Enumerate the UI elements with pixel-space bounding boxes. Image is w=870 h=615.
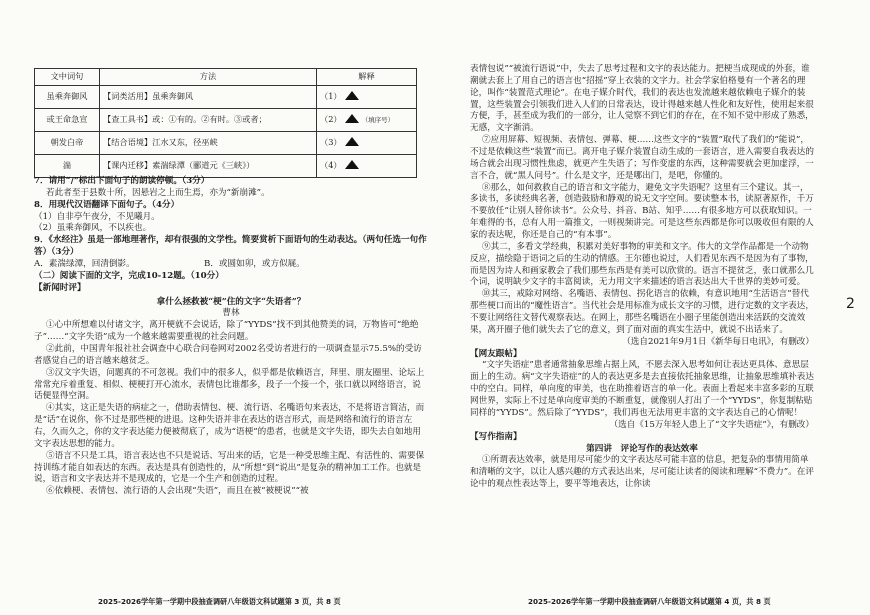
table-row [35,155,417,178]
row-method: 【课内迁移】素湍绿潭（郦道元《三峡》） [100,155,317,178]
header-method: 方法 [100,69,317,86]
netizen-comment: “文字失语症”患者通常抽象思维占据上风，不愿去深入思考如何让表达更具体、意思层面上的生动。病“文字失语症”的人的表达更多是去直接依托抽象思维，让抽象思维填补表达中的空白。同样，单向度的审美，也在助推着语言的单一化。表面上看起来丰富多彩的互联网世界，实际上不过是单向度审美的不断重复，就像别人打出了一个“YYDS”，你复制粘贴同样的“YYDS”。然后除了“YYDS”，我们再也无法用更丰富的文字表达自己的心情呢！ [470,360,814,418]
lecture-title: 第四讲 评论写作的表达效率 [586,443,698,454]
table-row [35,86,417,109]
paragraph-10: ⑩其三，戒除对网络、名嘴语、表情包、拐化语言的依赖，有意识地用“生活语言”替代那些梗口而出的“魔性语言”。当代社会是用标准为成长文字的习惯，进行定数的文字表达，不要让网络往文替代观察表达。在网上，那些名嘴语在小圈子里能创造出来活跃的交流效果，离开圈子他们就失去了它的意义，到了面对面的真实生活中，就说不出话来了。 [470,289,814,335]
table-row [35,109,417,132]
article-title: 拿什么拯救被“梗”住的文字“失语者”？ [156,296,306,307]
paragraph-8: ⑧那么，如何救救自己的语言和文字能力，避免文字失语呢？这里有三个建议。其一，多读书，多读经典名著，创造鼓励和静观的说无文字空间。要读整本书，读原著原作，千万不要放任“让别人替你读书”。公众号、抖音、B站、知乎……有很多地方可以获取知识。一年难得的书，总有人用一篇推文，一则视频讲完。可是这些东西都是你可以吸收但有限的人家的表达呢，你还是自己的“有本事”。 [470,182,814,241]
header-word: 文中词句 [35,69,100,86]
row-answer: （3） [317,132,417,155]
tag-netizen: 【网友跟帖】 [470,348,522,359]
paragraph-2: ②此前，中国青年报社社会调查中心联合问卷网对2002名受访者进行的一项调查显示75.5%的受访者感觉自己的语言越来越贫乏。 [34,344,422,366]
question-8-item-2: （2）虽乘奔御风，不以疾也。 [34,223,152,234]
vocab-table [34,68,417,178]
article-author: 曹林 [222,308,240,319]
tag-writing-guide: 【写作指南】 [470,431,522,442]
right-page [470,64,814,491]
question-7-text: 若此者至于县数十所，因悬岩之上而生焉，亦为“新崩滩”。 [46,187,270,198]
row-answer: （1） [317,86,417,109]
row-word: 湍 [35,155,100,178]
source-1: （选自2021年9月1日《新华每日电讯》，有删改） [622,336,814,347]
triangle-icon [345,91,359,100]
row-method: 【查工具书】或：①有的。②有时。③或者； [100,109,317,132]
side-page-number: 2 [846,296,855,312]
left-footer: 2025-2026学年第一学期中段抽查调研八年级语文科试题第 3 页，共 8 页 [98,597,341,606]
row-word: 虽乘奔御风 [35,86,100,109]
paragraph-9: ⑨其二，多看文学经典，积累对美好事物的审美和文字。伟大的文学作品都是一个动物反应，描绘隐于语词之后的生动的情感。王尔德也说过，人们看见东西不是因为有了事物，而是因为诗人和画家教会了我们那些东西是有美可以欣赏的。语言不提贫乏，张口就那么几个词，说明缺少文字的丰富阅读，无力用文字来描述的语言表达出大千世界的美妙可爱。 [470,241,814,288]
triangle-icon [345,160,359,169]
row-answer: （2） （填序号） [317,109,417,132]
row-answer: （4） [317,155,417,178]
source-2: （选自《15万年轻人患上了“文字失语症”》，有删改） [609,419,814,430]
table-row [35,132,417,155]
paragraph-3: ③汉文字失语，问题真的不可忽视。我们中的很多人，似乎都是依赖语言，拜里、朋友圈里、论坛上常常充斥着重复、相似、梗梗打开心流水，表情包比谁都多，段子一个接一个，张口就以网络语言，说话便显得空洞。 [34,367,425,402]
question-9: 9．《水经注》虽是一部地理著作，却有很强的文学性。简要赏析下面语句的生动表达。（两句任选一句作答）（3分） [34,235,427,258]
paragraph-6: ⑥依赖梗、表情包、流行语的人会出现“失语”，而且在被“被梗说”“被 [46,486,309,497]
paragraph-6-cont: 表情包说”“被流行语说”中，失去了思考过程和文字的表达能力。把梗当成现成的外套，谁潮就去套上了用自己的语言也“招摇”穿上衣装的文字力。社会学家伯格曼有一个著名的理论，叫作“装置范式理论”。在电子媒介时代，我们的表达也发流越来越依赖电子媒介的装置，这些装置会引领我们进入人们的日常表达，设计得越来越人性化和友好性，使用起来很方便，手，甚至成为我们的一部分，让人觉察不到它们的存在，在不知不觉中形成了熟悉，无感，文字渐消。 [470,64,814,134]
row-word: 或王命急宣 [35,109,100,132]
paragraph-4: ④其实，这正是失语的病症之一，借助表情包、梗、流行语、名嘴语句来表达，不是将语言简洁，而是“话”在说你，你不过是那些梗的进退。这种失语并非在表达的语言形式，而是网络和流行的语言左右，久而久之，你的文字表达能力便被彻底了，成为“语梗”的患者，也就是文字失语，即失去自如地用文字表达思想的能力。 [34,403,425,449]
table-header [35,69,417,86]
row-word: 朝发白帝 [35,132,100,155]
triangle-icon [345,114,359,123]
question-7: 7．请用“/”标出下面句子的朗读停顿。（3分） [34,176,210,186]
question-9-options: A．素湍绿潭，回清倒影。 B．或圆如卯，或方似屣。 [34,259,305,270]
tag-news-review: 【新闻时评】 [34,282,86,293]
question-8: 8．用现代汉语翻译下面句子。（4分） [34,199,180,210]
paragraph-7: ⑦应用屏幕、短视频、表情包、弹幕、梗……这些文字的“装置”取代了我们的“能说”，不过是依赖这些“装置”而已。离开电子媒介装置自动生成的一套语言，进入需要自我表达的场合就会出现习惯性焦虑，就更产生失语了；写作变虚的东西，这种需要就会更加虚浮，一言不合，就“黑人问号”。什么是文字，还是哪出门，是吧，你懂的。 [470,135,814,181]
paragraph-5: ⑤语言不只是工具，语言表达也不只是说话、写出来的话，它是一种受思维主配、有活性的、需要保持训练才能自如表达的东西。表达是具有创造性的，从“所想”到“说出”是复杂的精神加工工作。也就是说，语言和文字表达并不是现成的，它是一个生产和创造的过程。 [34,450,425,485]
paragraph-1: ①心中所想难以付诸文字，离开梗就不会说话，除了“YYDS”找不到其他赞美的词，万物皆可“绝绝子”……“文字失语”成为一个越来越需要重视的社会问题。 [34,320,419,343]
question-8-item-1: （1）自非亭午夜分，不见曦月。 [34,211,160,222]
row-method: 【词类活用】虽乘奔御风 [100,86,317,109]
right-footer: 2025-2026学年第一学期中段抽查调研八年级语文科试题第 4 页，共 8 页 [528,597,771,606]
triangle-icon [345,137,359,146]
guide-paragraph-1: ①所谓表达效率，就是用尽可能少的文字表达尽可能丰富的信息，把复杂的事情用简单和清晰的文字，以让人感兴趣的方式表达出来，尽可能让读者的阅读和理解“不费力”。在评论中的观点性表达等上，要平等地表达，让你读 [470,455,814,490]
section-heading: （二）阅读下面的文字，完成10-12题。（10分） [34,270,224,281]
row-method: 【结合语境】江水又东，径巫峡 [100,132,317,155]
questions-block [34,176,428,498]
header-answer: 解释 [317,69,417,86]
